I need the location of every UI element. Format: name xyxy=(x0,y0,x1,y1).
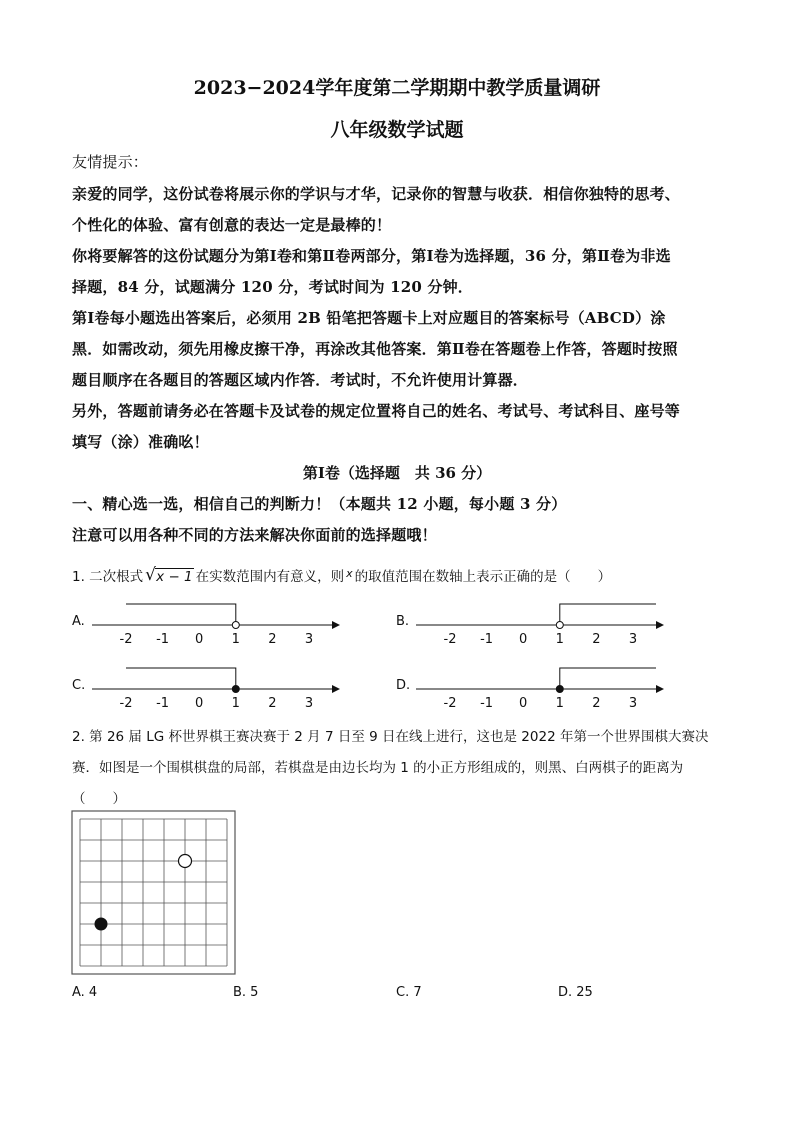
q2-option-b[interactable]: B. 5 xyxy=(233,985,259,1000)
closed-point-icon xyxy=(556,686,563,693)
tick-label: 0 xyxy=(519,632,528,647)
tick-label: 0 xyxy=(519,696,528,711)
intro-line-7: 题目顺序在各题目的答题区域内作答．考试时，不允许使用计算器． xyxy=(72,371,529,389)
black-stone-icon xyxy=(95,918,108,931)
solution-bracket xyxy=(126,668,236,689)
tick-label: 3 xyxy=(304,632,314,647)
tick-label: -2 xyxy=(119,696,133,711)
tick-label: 1 xyxy=(231,632,240,647)
open-point-icon xyxy=(232,622,239,629)
tick-label: 3 xyxy=(628,632,638,647)
solution-bracket xyxy=(126,604,236,625)
tick-label: 2 xyxy=(592,696,601,711)
axis-arrow-icon xyxy=(656,685,664,693)
tick-label: -2 xyxy=(119,632,133,647)
section-heading: 第Ⅰ卷（选择题 共 36 分） xyxy=(302,464,492,482)
tick-label: 3 xyxy=(304,696,314,711)
q1-option-c-label[interactable]: C. xyxy=(72,678,86,693)
intro-line-1: 亲爱的同学，这份试卷将展示你的学识与才华，记录你的智慧与收获．相信你独特的思考、 xyxy=(72,185,681,203)
q2-option-d[interactable]: D. 25 xyxy=(558,985,593,1000)
question-2-line-3: （ ） xyxy=(72,791,126,807)
q1-var: x xyxy=(346,567,353,580)
q1-option-b-label[interactable]: B. xyxy=(396,614,410,629)
tick-label: 2 xyxy=(268,696,277,711)
tick-label: 1 xyxy=(555,696,564,711)
closed-point-icon xyxy=(232,686,239,693)
q2-option-c[interactable]: C. 7 xyxy=(396,985,422,1000)
q1-option-a-label[interactable]: A. xyxy=(72,614,85,629)
board-frame xyxy=(72,811,235,974)
intro-line-3: 你将要解答的这份试题分为第Ⅰ卷和第Ⅱ卷两部分，第Ⅰ卷为选择题，36 分，第Ⅱ卷为非选 xyxy=(72,247,671,265)
tick-label: 1 xyxy=(555,632,564,647)
axis-arrow-icon xyxy=(332,621,340,629)
intro-line-4: 择题，84 分，试题满分 120 分，考试时间为 120 分钟． xyxy=(72,278,474,296)
q1-option-d-numberline[interactable] xyxy=(412,664,672,716)
white-stone-icon xyxy=(179,855,192,868)
q1-option-c-numberline[interactable] xyxy=(88,664,348,716)
page-subtitle: 八年级数学试题 xyxy=(330,119,464,141)
tick-label: 2 xyxy=(592,632,601,647)
tick-label: -1 xyxy=(480,696,494,711)
radical-sign-icon: √ xyxy=(145,565,157,585)
q1-suffix: 的取值范围在数轴上表示正确的是（ ） xyxy=(354,569,612,585)
tick-label: 1 xyxy=(231,696,240,711)
tick-label: -2 xyxy=(443,696,457,711)
tick-label: 0 xyxy=(195,696,204,711)
axis-arrow-icon xyxy=(656,621,664,629)
q1-radical xyxy=(145,565,193,585)
q1-option-a-numberline[interactable] xyxy=(88,600,348,652)
question-2-line-1: 2. 第 26 届 LG 杯世界棋王赛决赛于 2 月 7 日至 9 日在线上进行，这也是 2022 年第一个世界围棋大赛决 xyxy=(72,729,709,745)
question-2-line-2: 赛．如图是一个围棋棋盘的局部，若棋盘是由边长均为 1 的小正方形组成的，则黑、白两棋子的距离为 xyxy=(72,760,684,776)
axis-arrow-icon xyxy=(332,685,340,693)
solution-bracket xyxy=(560,668,656,689)
intro-line-6: 黑．如需改动，须先用橡皮擦干净，再涂改其他答案．第Ⅱ卷在答题卷上作答，答题时按照 xyxy=(72,340,678,358)
tick-label: 2 xyxy=(268,632,277,647)
tick-label: -1 xyxy=(156,696,170,711)
tick-label: 0 xyxy=(195,632,204,647)
intro-label: 友情提示： xyxy=(72,153,149,171)
q1-option-d-label[interactable]: D. xyxy=(396,678,411,693)
q1-radicand: x − 1 xyxy=(156,569,193,585)
intro-line-9: 填写（涂）准确吆！ xyxy=(72,433,209,451)
open-point-icon xyxy=(556,622,563,629)
tick-label: -1 xyxy=(480,632,494,647)
go-board xyxy=(70,809,244,977)
tick-label: 3 xyxy=(628,696,638,711)
question-1 xyxy=(72,565,611,585)
q1-option-b-numberline[interactable] xyxy=(412,600,672,652)
part-one-heading: 一、精心选一选，相信自己的判断力！（本题共 12 小题，每小题 3 分） xyxy=(72,495,567,513)
tick-label: -2 xyxy=(443,632,457,647)
intro-line-8: 另外，答题前请务必在答题卡及试卷的规定位置将自己的姓名、考试号、考试科目、座号等 xyxy=(72,402,681,420)
q1-prefix: 1. 二次根式 xyxy=(72,569,144,585)
intro-line-5: 第Ⅰ卷每小题选出答案后，必须用 2B 铅笔把答题卡上对应题目的答案标号（ABCD）涂 xyxy=(72,309,666,327)
tick-label: -1 xyxy=(156,632,170,647)
q2-option-a[interactable]: A. 4 xyxy=(72,985,98,1000)
page-title: 2023−2024学年度第二学期期中教学质量调研 xyxy=(193,77,601,99)
intro-line-2: 个性化的体验、富有创意的表达一定是最棒的！ xyxy=(72,216,392,234)
q1-middle: 在实数范围内有意义，则 xyxy=(195,569,345,585)
part-one-note: 注意可以用各种不同的方法来解决你面前的选择题哦！ xyxy=(72,526,437,544)
solution-bracket xyxy=(560,604,656,625)
